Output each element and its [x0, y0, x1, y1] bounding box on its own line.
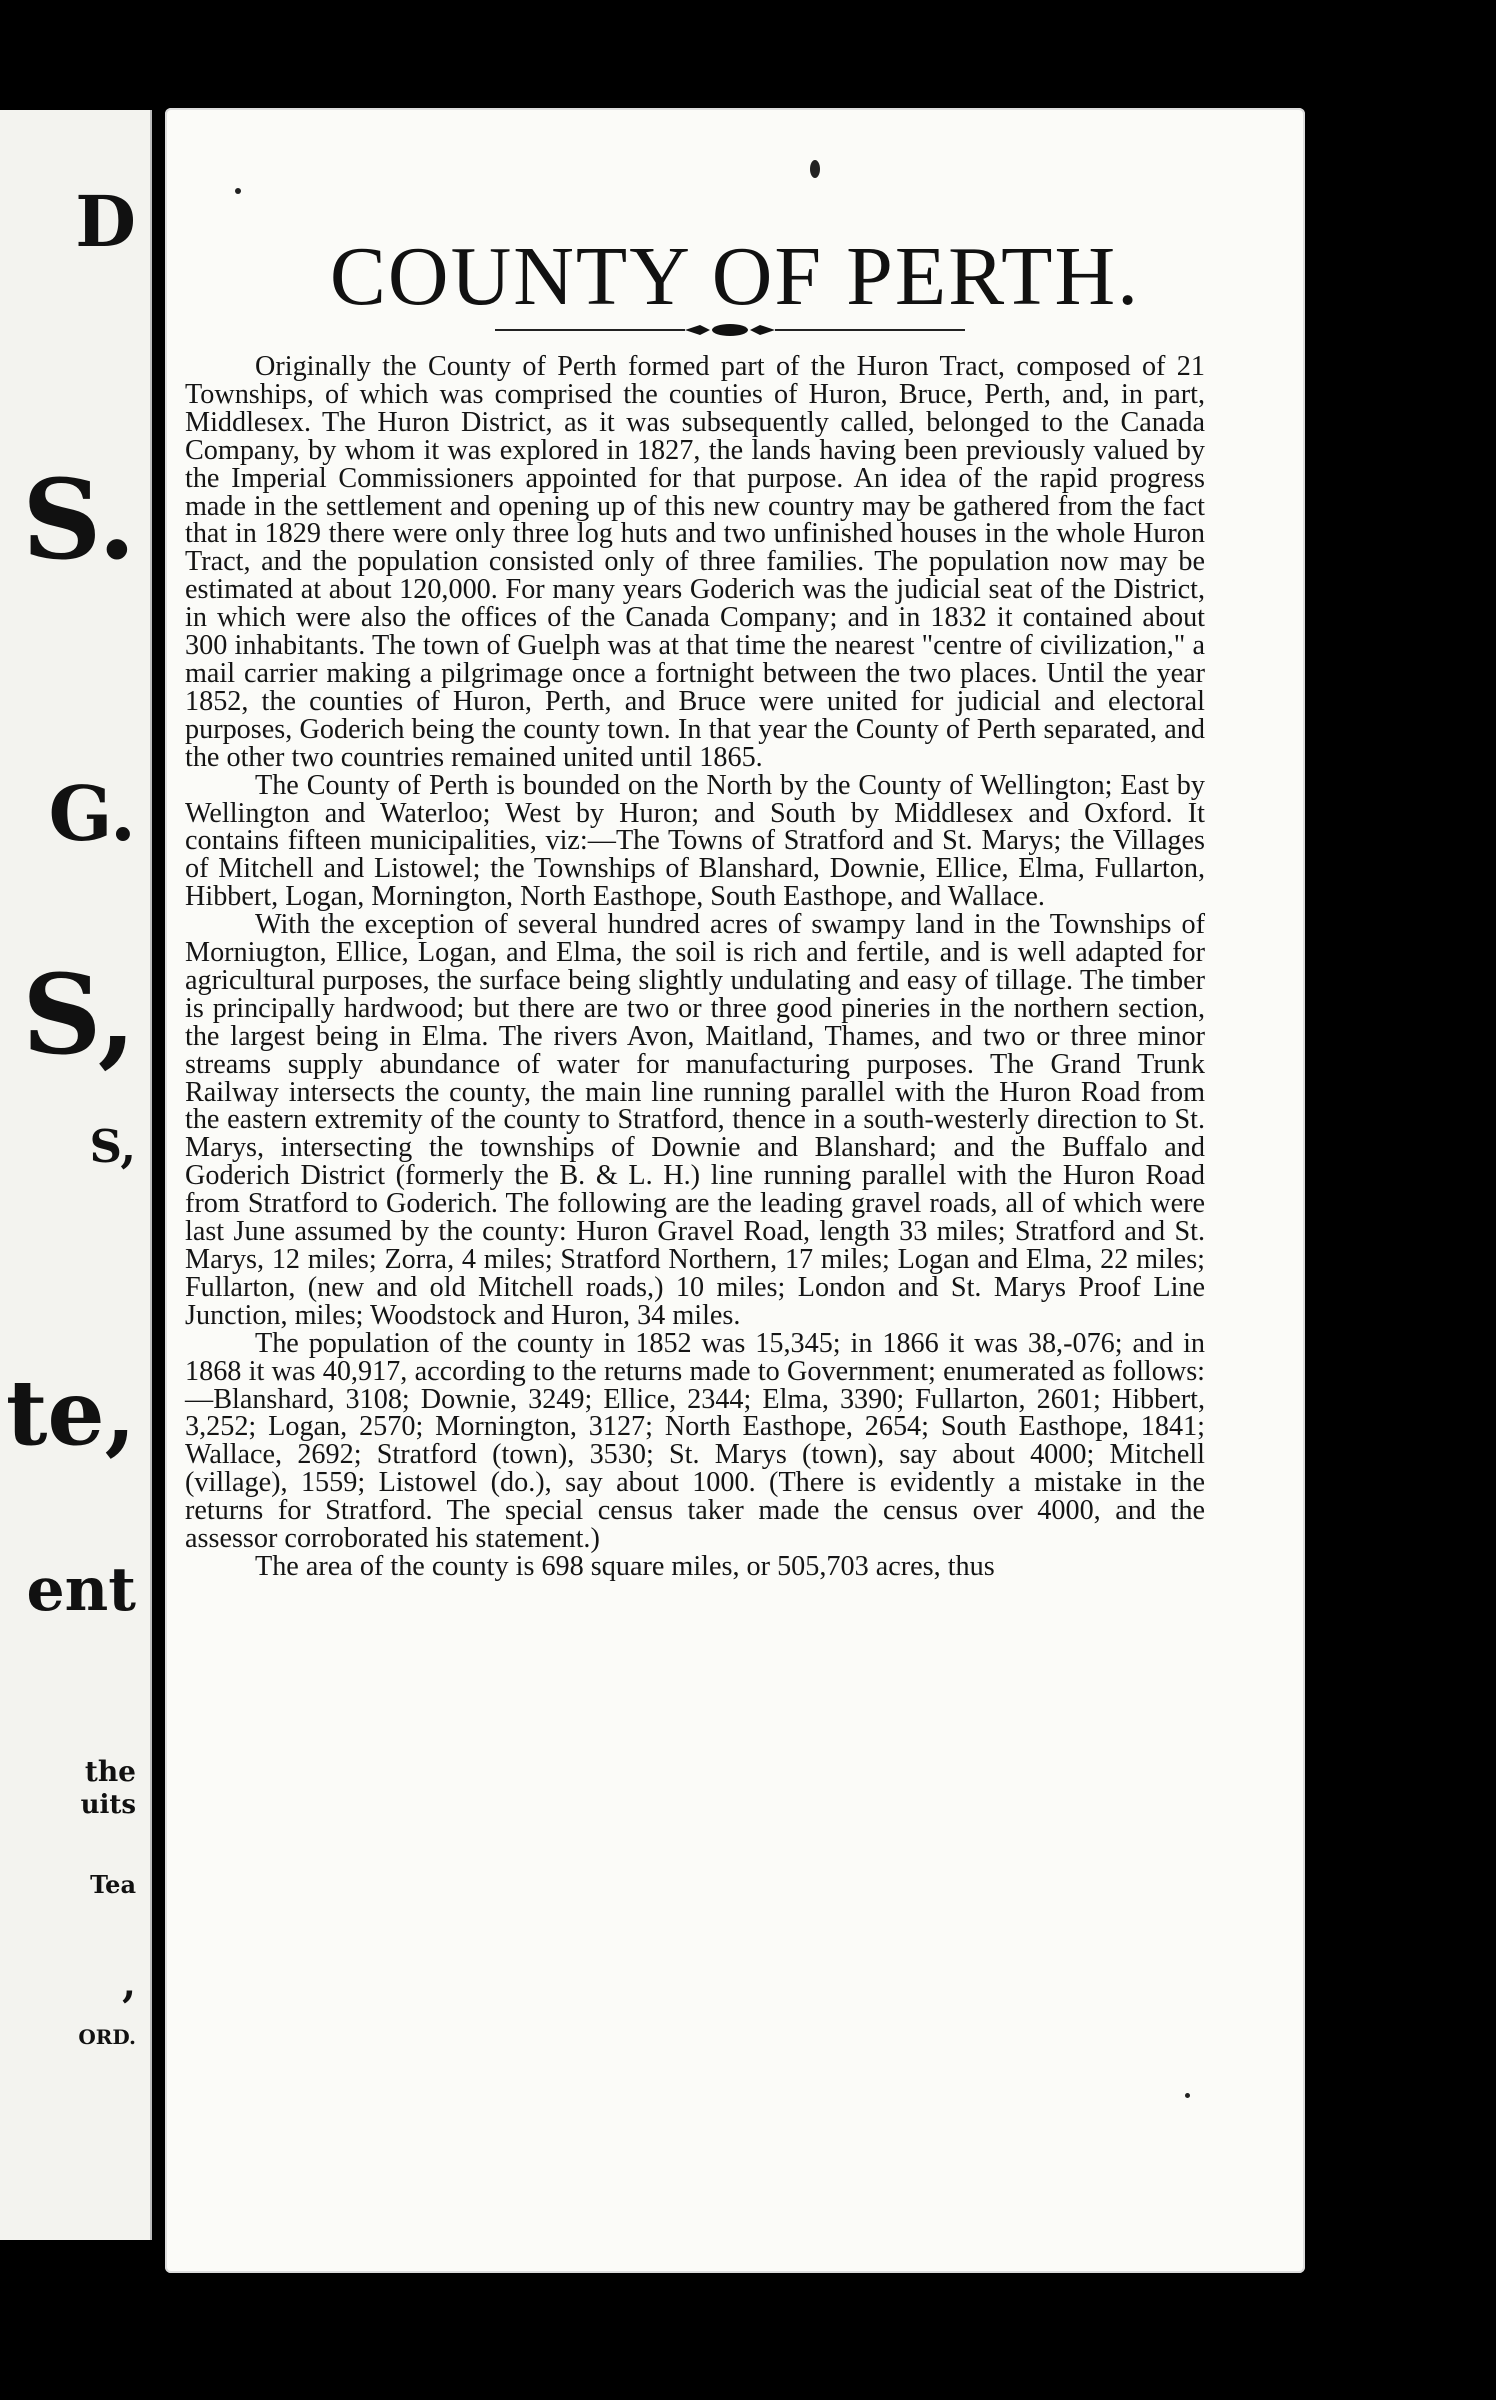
document-body	[185, 353, 1205, 1581]
facing-page-text-fragment: uits	[80, 1790, 136, 1820]
paragraph-population: The population of the county in 1852 was 15,345; in 1866 it was 38,-076; and in 1868 it was 40,917, according to the returns made to Government; enumerated as follows:—Blanshard, 3108; Downie, 3249; Ellice, 2344; Elma, 3390; Fullarton, 2601; Hibbert, 3,252; Logan, 2570; Mornington, 3127; North Easthope, 2654; South Easthope, 1841; Wallace, 2692; Stratford (town), 3530; St. Marys (town), say about 4000; Mitchell (village), 1559; Listowel (do.), say about 1000. (There is evidently a mistake in the returns for Stratford. The special census taker made the census over 4000, and the assessor corroborated his statement.)	[185, 1327, 1205, 1555]
paragraph-soil-and-roads: With the exception of several hundred acres of swampy land in the Townships of Morniugton, Ellice, Logan, and Elma, the soil is rich and fertile, and is well adapted for agricultural purposes, the surface being slightly undulating and easy of tillage. The timber is principally hardwood; but there are two or three good pineries in the northern section, the largest being in Elma. The rivers Avon, Maitland, Thames, and two or three minor streams supply abundance of water for manufacturing purposes. The Grand Trunk Railway intersects the county, the main line running parallel with the Huron Road from the eastern extremity of the county to Stratford, thence in a south-westerly direction to St. Marys, intersecting the townships of Downie and Blanshard; and the Buffalo and Goderich District (formerly the B. & L. H.) line running parallel with the Huron Road from Stratford to Goderich. The following are the leading gravel roads, all of which were last June assumed by the county: Huron Gravel Road, length 33 miles; Stratford and St. Marys, 12 miles; Zorra, 4 miles; Stratford Northern, 17 miles; Logan and Elma, 22 miles; Fullarton, (new and old Mitchell roads,) 10 miles; London and St. Marys Proof Line Junction, miles; Woodstock and Huron, 34 miles.	[185, 909, 1205, 1331]
paragraph-boundaries: The County of Perth is bounded on the North by the County of Wellington; East by Wellington and Waterloo; West by Huron; and South by Middlesex and Oxford. It contains fifteen municipalities, viz:—The Towns of Stratford and St. Marys; the Villages of Mitchell and Listowel; the Townships of Blanshard, Downie, Ellice, Elma, Fullarton, Hibbert, Logan, Mornington, North Easthope, South Easthope, and Wallace.	[185, 769, 1205, 913]
facing-page-text-fragment: ent	[26, 1555, 136, 1625]
facing-page-text-fragment: S,	[89, 1120, 136, 1173]
ink-speck	[1185, 2093, 1190, 2098]
document-title: COUNTY OF PERTH.	[329, 230, 1141, 323]
document-page	[165, 108, 1305, 2273]
facing-page-text-fragment: G.	[48, 770, 136, 858]
title-ornament-divider	[495, 320, 965, 340]
facing-page-text-fragment: ORD.	[78, 2025, 136, 2049]
facing-page-text-fragment: ,	[122, 1960, 136, 2007]
ink-speck	[235, 188, 241, 194]
facing-page-text-fragment: S,	[22, 950, 136, 1079]
ink-speck	[810, 160, 820, 178]
facing-page-text-fragment: S.	[22, 455, 136, 584]
paragraph-history: Originally the County of Perth formed part of the Huron Tract, composed of 21 Townships, of which was comprised the counties of Huron, Bruce, Perth, and, in part, Middlesex. The Huron District, as it was subsequently called, belonged to the Canada Company, by whom it was explored in 1827, the lands having been previously valued by the Imperial Commissioners appointed for that purpose. An idea of the rapid progress made in the settlement and opening up of this new country may be gathered from the fact that in 1829 there were only three log huts and two unfinished houses in the whole Huron Tract, and the population consisted only of three families. The population now may be estimated at about 120,000. For many years Goderich was the judicial seat of the District, in which were also the offices of the Canada Company; and in 1832 it contained about 300 inhabitants. The town of Guelph was at that time the nearest "centre of civilization," a mail carrier making a pilgrimage once a fortnight between the two places. Until the year 1852, the counties of Huron, Perth, and Bruce were united for judicial and electoral purposes, Goderich being the county town. In that year the County of Perth separated, and the other two countries remained united until 1865.	[185, 351, 1205, 773]
paragraph-area: The area of the county is 698 square miles, or 505,703 acres, thus	[255, 1550, 995, 1582]
facing-page-fragment	[0, 110, 152, 2240]
facing-page-text-fragment: D	[75, 180, 136, 263]
facing-page-text-fragment: te,	[5, 1360, 136, 1466]
facing-page-text-fragment: the	[84, 1755, 136, 1788]
facing-page-text-fragment: Tea	[90, 1870, 136, 1899]
